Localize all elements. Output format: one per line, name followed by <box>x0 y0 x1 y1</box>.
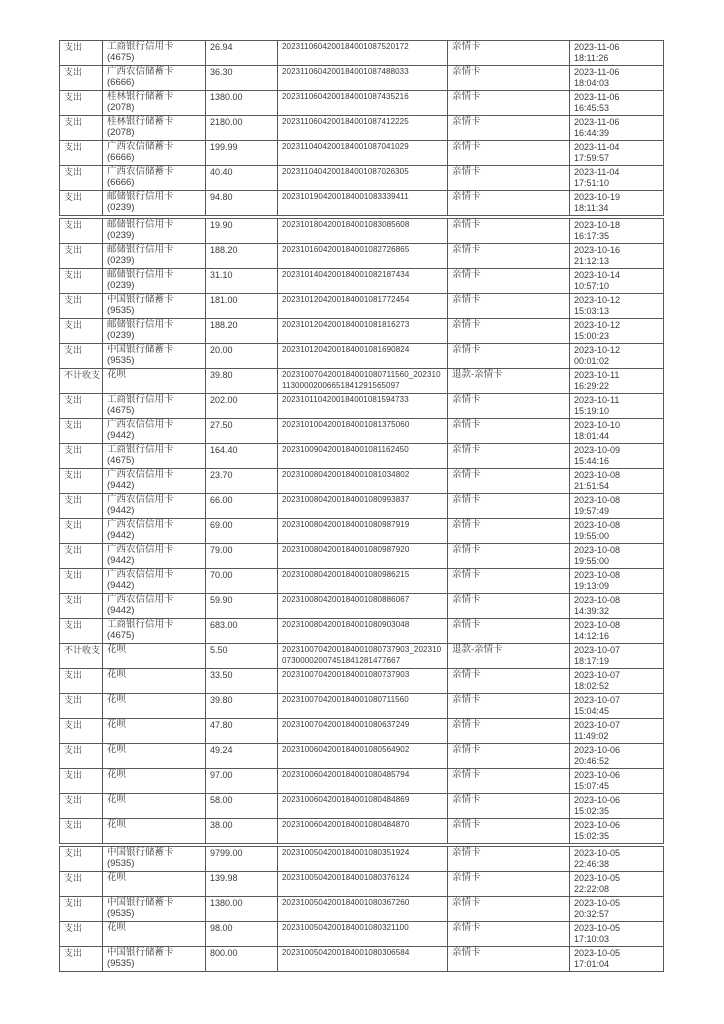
datetime-cell: 2023-10-05 17:01:04 <box>570 947 664 972</box>
table-row <box>60 847 664 872</box>
card-cell: 花呗 <box>103 794 206 819</box>
type-cell: 支出 <box>60 922 103 947</box>
datetime-cell: 2023-10-05 22:46:38 <box>570 847 664 872</box>
card-cell: 中国银行储蓄卡 (9535) <box>103 294 206 319</box>
txn-cell: 2023110404200184001087026305 <box>278 166 448 191</box>
txn-cell: 2023110404200184001087041029 <box>278 141 448 166</box>
table-row <box>60 744 664 769</box>
note-cell: 亲情卡 <box>448 116 570 141</box>
txn-cell: 2023101204200184001081690824 <box>278 344 448 369</box>
transactions-table-section-2 <box>59 218 664 844</box>
txn-cell: 2023101604200184001082726865 <box>278 244 448 269</box>
note-cell: 亲情卡 <box>448 469 570 494</box>
type-cell: 支出 <box>60 191 103 216</box>
card-cell: 工商银行信用卡 (4675) <box>103 444 206 469</box>
transactions-table-section-3 <box>59 846 664 972</box>
txn-cell: 2023100804200184001080886067 <box>278 594 448 619</box>
type-cell: 支出 <box>60 141 103 166</box>
table-row <box>60 569 664 594</box>
amount-cell: 27.50 <box>206 419 278 444</box>
amount-cell: 38.00 <box>206 819 278 844</box>
table-row <box>60 594 664 619</box>
amount-cell: 40.40 <box>206 166 278 191</box>
amount-cell: 79.00 <box>206 544 278 569</box>
datetime-cell: 2023-10-11 15:19:10 <box>570 394 664 419</box>
card-cell: 工商银行信用卡 (4675) <box>103 619 206 644</box>
type-cell: 支出 <box>60 872 103 897</box>
type-cell: 支出 <box>60 469 103 494</box>
note-cell: 亲情卡 <box>448 219 570 244</box>
note-cell: 亲情卡 <box>448 872 570 897</box>
datetime-cell: 2023-10-08 19:55:00 <box>570 519 664 544</box>
amount-cell: 66.00 <box>206 494 278 519</box>
amount-cell: 1380.00 <box>206 897 278 922</box>
table-row <box>60 244 664 269</box>
txn-cell: 2023100804200184001081034802 <box>278 469 448 494</box>
note-cell: 亲情卡 <box>448 344 570 369</box>
card-cell: 广西农信信用卡 (9442) <box>103 419 206 444</box>
note-cell: 亲情卡 <box>448 244 570 269</box>
note-cell: 亲情卡 <box>448 544 570 569</box>
card-cell: 中国银行储蓄卡 (9535) <box>103 344 206 369</box>
type-cell: 支出 <box>60 41 103 66</box>
note-cell: 亲情卡 <box>448 66 570 91</box>
amount-cell: 23.70 <box>206 469 278 494</box>
transactions-table-section-1 <box>59 40 664 216</box>
type-cell: 支出 <box>60 897 103 922</box>
amount-cell: 1380.00 <box>206 91 278 116</box>
amount-cell: 39.80 <box>206 369 278 394</box>
amount-cell: 202.00 <box>206 394 278 419</box>
txn-cell: 2023100604200184001080484869 <box>278 794 448 819</box>
table-section-body <box>60 41 664 216</box>
txn-cell: 2023100804200184001080993837 <box>278 494 448 519</box>
note-cell: 亲情卡 <box>448 719 570 744</box>
datetime-cell: 2023-10-09 15:44:16 <box>570 444 664 469</box>
table-row <box>60 794 664 819</box>
txn-cell: 2023100704200184001080737903_20231007300002007451841281477667 <box>278 644 448 669</box>
card-cell: 广西农信信用卡 (9442) <box>103 519 206 544</box>
txn-cell: 2023101204200184001081816273 <box>278 319 448 344</box>
table-row <box>60 141 664 166</box>
card-cell: 广西农信信用卡 (9442) <box>103 544 206 569</box>
type-cell: 不计收支 <box>60 369 103 394</box>
datetime-cell: 2023-10-08 19:13:09 <box>570 569 664 594</box>
card-cell: 中国银行储蓄卡 (9535) <box>103 947 206 972</box>
datetime-cell: 2023-10-06 15:02:35 <box>570 794 664 819</box>
note-cell: 亲情卡 <box>448 319 570 344</box>
type-cell: 支出 <box>60 166 103 191</box>
datetime-cell: 2023-10-12 15:03:13 <box>570 294 664 319</box>
type-cell: 不计收支 <box>60 644 103 669</box>
datetime-cell: 2023-10-07 18:17:19 <box>570 644 664 669</box>
card-cell: 花呗 <box>103 819 206 844</box>
amount-cell: 683.00 <box>206 619 278 644</box>
type-cell: 支出 <box>60 444 103 469</box>
note-cell: 亲情卡 <box>448 41 570 66</box>
table-row <box>60 872 664 897</box>
type-cell: 支出 <box>60 91 103 116</box>
note-cell: 亲情卡 <box>448 394 570 419</box>
amount-cell: 26.94 <box>206 41 278 66</box>
type-cell: 支出 <box>60 294 103 319</box>
datetime-cell: 2023-11-06 16:45:53 <box>570 91 664 116</box>
card-cell: 桂林银行储蓄卡 (2078) <box>103 116 206 141</box>
datetime-cell: 2023-10-08 19:57:49 <box>570 494 664 519</box>
datetime-cell: 2023-11-04 17:59:57 <box>570 141 664 166</box>
table-row <box>60 669 664 694</box>
type-cell: 支出 <box>60 319 103 344</box>
amount-cell: 97.00 <box>206 769 278 794</box>
txn-cell: 2023100604200184001080484870 <box>278 819 448 844</box>
card-cell: 中国银行储蓄卡 (9535) <box>103 847 206 872</box>
card-cell: 花呗 <box>103 669 206 694</box>
type-cell: 支出 <box>60 519 103 544</box>
table-row <box>60 922 664 947</box>
note-cell: 亲情卡 <box>448 897 570 922</box>
datetime-cell: 2023-10-16 21:12:13 <box>570 244 664 269</box>
type-cell: 支出 <box>60 619 103 644</box>
note-cell: 亲情卡 <box>448 922 570 947</box>
card-cell: 花呗 <box>103 922 206 947</box>
datetime-cell: 2023-10-11 16:29:22 <box>570 369 664 394</box>
table-row <box>60 319 664 344</box>
amount-cell: 36.30 <box>206 66 278 91</box>
txn-cell: 2023100504200184001080367260 <box>278 897 448 922</box>
amount-cell: 20.00 <box>206 344 278 369</box>
txn-cell: 2023101204200184001081772454 <box>278 294 448 319</box>
txn-cell: 2023100704200184001080637249 <box>278 719 448 744</box>
txn-cell: 2023100504200184001080376124 <box>278 872 448 897</box>
note-cell: 亲情卡 <box>448 669 570 694</box>
amount-cell: 39.80 <box>206 694 278 719</box>
datetime-cell: 2023-10-06 20:46:52 <box>570 744 664 769</box>
datetime-cell: 2023-10-12 15:00:23 <box>570 319 664 344</box>
datetime-cell: 2023-10-08 14:39:32 <box>570 594 664 619</box>
txn-cell: 2023101404200184001082187434 <box>278 269 448 294</box>
txn-cell: 2023100604200184001080564902 <box>278 744 448 769</box>
type-cell: 支出 <box>60 847 103 872</box>
table-row <box>60 644 664 669</box>
type-cell: 支出 <box>60 244 103 269</box>
card-cell: 广西农信储蓄卡 (6666) <box>103 66 206 91</box>
note-cell: 亲情卡 <box>448 519 570 544</box>
table-row <box>60 897 664 922</box>
amount-cell: 181.00 <box>206 294 278 319</box>
card-cell: 花呗 <box>103 769 206 794</box>
txn-cell: 2023110604200184001087488033 <box>278 66 448 91</box>
table-row <box>60 66 664 91</box>
type-cell: 支出 <box>60 744 103 769</box>
table-row <box>60 269 664 294</box>
datetime-cell: 2023-10-12 00:01:02 <box>570 344 664 369</box>
table-row <box>60 519 664 544</box>
table-row <box>60 769 664 794</box>
type-cell: 支出 <box>60 794 103 819</box>
note-cell: 亲情卡 <box>448 141 570 166</box>
amount-cell: 2180.00 <box>206 116 278 141</box>
datetime-cell: 2023-10-08 21:51:54 <box>570 469 664 494</box>
card-cell: 桂林银行储蓄卡 (2078) <box>103 91 206 116</box>
type-cell: 支出 <box>60 219 103 244</box>
note-cell: 亲情卡 <box>448 419 570 444</box>
amount-cell: 47.80 <box>206 719 278 744</box>
note-cell: 亲情卡 <box>448 91 570 116</box>
card-cell: 广西农信信用卡 (9442) <box>103 494 206 519</box>
type-cell: 支出 <box>60 419 103 444</box>
note-cell: 亲情卡 <box>448 819 570 844</box>
note-cell: 亲情卡 <box>448 594 570 619</box>
card-cell: 工商银行信用卡 (4675) <box>103 41 206 66</box>
amount-cell: 5.50 <box>206 644 278 669</box>
amount-cell: 199.99 <box>206 141 278 166</box>
txn-cell: 2023100904200184001081162450 <box>278 444 448 469</box>
amount-cell: 94.80 <box>206 191 278 216</box>
datetime-cell: 2023-11-06 18:04:03 <box>570 66 664 91</box>
table-row <box>60 116 664 141</box>
table-row <box>60 947 664 972</box>
table-row <box>60 619 664 644</box>
txn-cell: 2023110604200184001087412225 <box>278 116 448 141</box>
note-cell: 退款-亲情卡 <box>448 369 570 394</box>
card-cell: 邮储银行信用卡 (0239) <box>103 319 206 344</box>
card-cell: 工商银行信用卡 (4675) <box>103 394 206 419</box>
table-row <box>60 444 664 469</box>
txn-cell: 2023101804200184001083085608 <box>278 219 448 244</box>
note-cell: 亲情卡 <box>448 794 570 819</box>
amount-cell: 139.98 <box>206 872 278 897</box>
amount-cell: 31.10 <box>206 269 278 294</box>
datetime-cell: 2023-10-06 15:02:35 <box>570 819 664 844</box>
table-row <box>60 544 664 569</box>
card-cell: 花呗 <box>103 719 206 744</box>
card-cell: 邮储银行信用卡 (0239) <box>103 244 206 269</box>
type-cell: 支出 <box>60 544 103 569</box>
txn-cell: 2023100504200184001080321100 <box>278 922 448 947</box>
card-cell: 花呗 <box>103 694 206 719</box>
note-cell: 亲情卡 <box>448 744 570 769</box>
txn-cell: 2023100704200184001080737903 <box>278 669 448 694</box>
txn-cell: 2023100604200184001080485794 <box>278 769 448 794</box>
datetime-cell: 2023-10-05 17:10:03 <box>570 922 664 947</box>
txn-cell: 2023110604200184001087520172 <box>278 41 448 66</box>
table-row <box>60 219 664 244</box>
type-cell: 支出 <box>60 769 103 794</box>
table-row <box>60 166 664 191</box>
card-cell: 花呗 <box>103 644 206 669</box>
amount-cell: 19.90 <box>206 219 278 244</box>
datetime-cell: 2023-10-07 18:02:52 <box>570 669 664 694</box>
card-cell: 花呗 <box>103 744 206 769</box>
transactions-document <box>59 40 663 974</box>
note-cell: 亲情卡 <box>448 444 570 469</box>
note-cell: 亲情卡 <box>448 166 570 191</box>
note-cell: 退款-亲情卡 <box>448 644 570 669</box>
datetime-cell: 2023-10-19 18:11:34 <box>570 191 664 216</box>
amount-cell: 49.24 <box>206 744 278 769</box>
table-row <box>60 369 664 394</box>
datetime-cell: 2023-11-04 17:51:10 <box>570 166 664 191</box>
table-row <box>60 394 664 419</box>
datetime-cell: 2023-10-06 15:07:45 <box>570 769 664 794</box>
amount-cell: 800.00 <box>206 947 278 972</box>
card-cell: 花呗 <box>103 369 206 394</box>
note-cell: 亲情卡 <box>448 569 570 594</box>
card-cell: 广西农信储蓄卡 (6666) <box>103 141 206 166</box>
type-cell: 支出 <box>60 594 103 619</box>
table-row <box>60 344 664 369</box>
table-row <box>60 819 664 844</box>
amount-cell: 98.00 <box>206 922 278 947</box>
txn-cell: 2023100804200184001080987920 <box>278 544 448 569</box>
datetime-cell: 2023-10-08 14:12:16 <box>570 619 664 644</box>
txn-cell: 2023100804200184001080986215 <box>278 569 448 594</box>
type-cell: 支出 <box>60 819 103 844</box>
type-cell: 支出 <box>60 394 103 419</box>
table-row <box>60 419 664 444</box>
txn-cell: 2023100804200184001080903048 <box>278 619 448 644</box>
txn-cell: 2023101904200184001083339411 <box>278 191 448 216</box>
txn-cell: 2023100704200184001080711560_20231011300002006651841291565097 <box>278 369 448 394</box>
datetime-cell: 2023-10-07 11:49:02 <box>570 719 664 744</box>
note-cell: 亲情卡 <box>448 694 570 719</box>
note-cell: 亲情卡 <box>448 494 570 519</box>
note-cell: 亲情卡 <box>448 847 570 872</box>
datetime-cell: 2023-11-06 16:44:39 <box>570 116 664 141</box>
note-cell: 亲情卡 <box>448 269 570 294</box>
txn-cell: 2023100504200184001080306584 <box>278 947 448 972</box>
datetime-cell: 2023-10-18 16:17:35 <box>570 219 664 244</box>
datetime-cell: 2023-10-05 20:32:57 <box>570 897 664 922</box>
table-row <box>60 494 664 519</box>
card-cell: 广西农信信用卡 (9442) <box>103 469 206 494</box>
card-cell: 广西农信信用卡 (9442) <box>103 569 206 594</box>
type-cell: 支出 <box>60 669 103 694</box>
amount-cell: 58.00 <box>206 794 278 819</box>
txn-cell: 2023110604200184001087435216 <box>278 91 448 116</box>
txn-cell: 2023100504200184001080351924 <box>278 847 448 872</box>
amount-cell: 69.00 <box>206 519 278 544</box>
table-row <box>60 469 664 494</box>
amount-cell: 33.50 <box>206 669 278 694</box>
note-cell: 亲情卡 <box>448 769 570 794</box>
type-cell: 支出 <box>60 569 103 594</box>
table-row <box>60 41 664 66</box>
amount-cell: 9799.00 <box>206 847 278 872</box>
datetime-cell: 2023-11-06 18:11:26 <box>570 41 664 66</box>
amount-cell: 164.40 <box>206 444 278 469</box>
note-cell: 亲情卡 <box>448 619 570 644</box>
amount-cell: 59.90 <box>206 594 278 619</box>
datetime-cell: 2023-10-08 19:55:00 <box>570 544 664 569</box>
note-cell: 亲情卡 <box>448 947 570 972</box>
card-cell: 中国银行储蓄卡 (9535) <box>103 897 206 922</box>
table-section-body <box>60 219 664 844</box>
card-cell: 花呗 <box>103 872 206 897</box>
amount-cell: 70.00 <box>206 569 278 594</box>
txn-cell: 2023101104200184001081594733 <box>278 394 448 419</box>
type-cell: 支出 <box>60 269 103 294</box>
type-cell: 支出 <box>60 66 103 91</box>
datetime-cell: 2023-10-07 15:04:45 <box>570 694 664 719</box>
datetime-cell: 2023-10-10 18:01:44 <box>570 419 664 444</box>
table-section-body <box>60 847 664 972</box>
type-cell: 支出 <box>60 116 103 141</box>
card-cell: 广西农信信用卡 (9442) <box>103 594 206 619</box>
table-row <box>60 91 664 116</box>
type-cell: 支出 <box>60 947 103 972</box>
datetime-cell: 2023-10-14 10:57:10 <box>570 269 664 294</box>
txn-cell: 2023100704200184001080711560 <box>278 694 448 719</box>
table-row <box>60 191 664 216</box>
type-cell: 支出 <box>60 494 103 519</box>
card-cell: 邮储银行信用卡 (0239) <box>103 191 206 216</box>
table-row <box>60 294 664 319</box>
note-cell: 亲情卡 <box>448 294 570 319</box>
type-cell: 支出 <box>60 694 103 719</box>
card-cell: 广西农信储蓄卡 (6666) <box>103 166 206 191</box>
txn-cell: 2023100804200184001080987919 <box>278 519 448 544</box>
table-row <box>60 719 664 744</box>
type-cell: 支出 <box>60 719 103 744</box>
card-cell: 邮储银行信用卡 (0239) <box>103 219 206 244</box>
txn-cell: 2023101004200184001081375060 <box>278 419 448 444</box>
note-cell: 亲情卡 <box>448 191 570 216</box>
table-row <box>60 694 664 719</box>
card-cell: 邮储银行信用卡 (0239) <box>103 269 206 294</box>
type-cell: 支出 <box>60 344 103 369</box>
amount-cell: 188.20 <box>206 244 278 269</box>
datetime-cell: 2023-10-05 22:22:08 <box>570 872 664 897</box>
amount-cell: 188.20 <box>206 319 278 344</box>
